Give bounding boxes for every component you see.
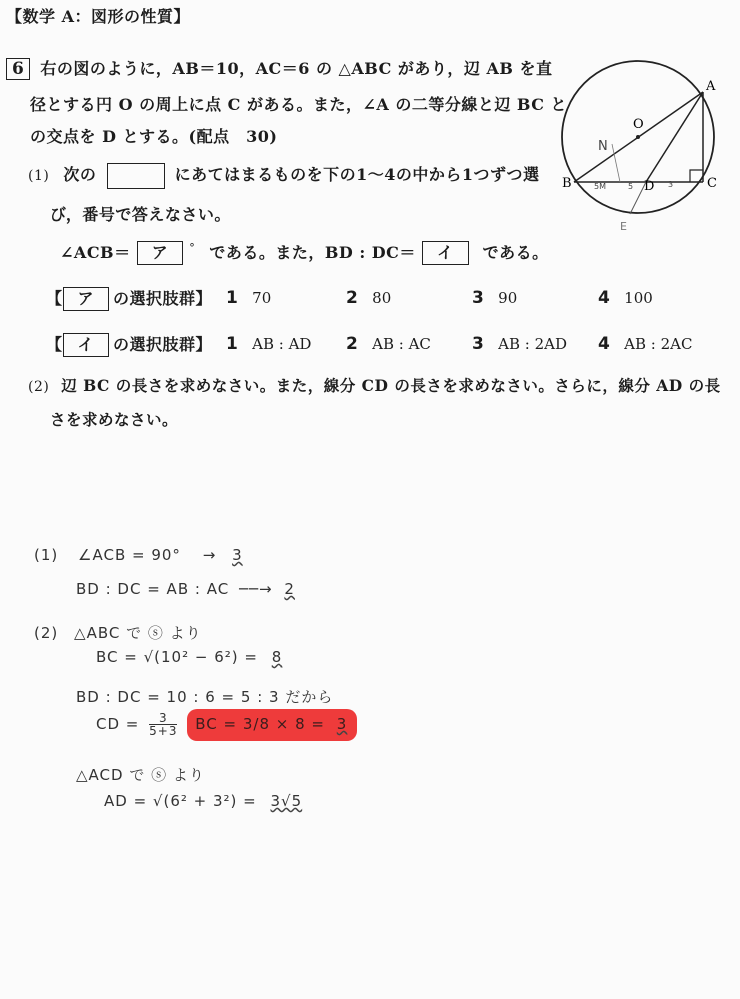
label-o: O (633, 117, 644, 132)
hw-l2: BD : DC = AB : AC (76, 580, 230, 598)
q1-statement (60, 240, 549, 265)
choices-a-label: の選択肢群】 (113, 289, 213, 308)
hw-l1: ∠ACB = 90° (78, 546, 181, 564)
center-dot (636, 135, 640, 139)
degree-mark: ° (189, 241, 196, 255)
mark-3: 3 (668, 180, 674, 189)
hw-l2-answer: 2 (284, 580, 295, 598)
red-highlight (187, 709, 357, 741)
hw-l4: BC = √(10² − 6²) = (96, 648, 258, 666)
hw-line-3 (34, 622, 202, 643)
q1-label: (1) (28, 168, 50, 184)
hw-l3: △ABC で ⓢ より (74, 624, 202, 642)
statement-end: である。 (482, 243, 549, 262)
problem-number: 6 (6, 58, 30, 80)
label-e: E (620, 220, 627, 233)
choices-a-header: 【 ア の選択肢群】 (46, 286, 212, 311)
choice-a-1: 1 70 (226, 288, 272, 308)
q1-line-2: び，番号で答えなさい。 (50, 205, 231, 224)
blank-box (107, 163, 165, 189)
box-a: ア (137, 241, 184, 265)
choice-i-3: 3 AB : 2AD (472, 334, 568, 354)
hw-l6-frac-num: 3 (159, 711, 168, 725)
q2-label: (2) (28, 379, 50, 395)
q1-post: にあてはまるものを下の1～4の中から1つずつ選 (174, 165, 540, 184)
problem-line-1 (6, 56, 552, 80)
hw-line-4 (96, 648, 282, 666)
problem-line-2: 径とする円 O の周上に点 C がある。また，∠A の二等分線と辺 BC と (30, 95, 568, 114)
hw-line-7: △ACD で ⓢ より (76, 766, 205, 784)
acb-label: ∠ACB＝ (60, 243, 131, 262)
label-a: A (706, 79, 716, 94)
hw-line-1: (1) ∠ACB = 90° → 3 (34, 546, 243, 564)
circle-figure (560, 54, 740, 234)
label-b: B (562, 176, 572, 191)
choices-i-header: 【 イ の選択肢群】 (46, 332, 212, 357)
choice-a-3: 3 90 (472, 288, 518, 308)
hw-l6-frac-den: 5+3 (149, 724, 178, 738)
segment-ad (646, 92, 703, 182)
section-header: 【数学 A：図形の性質】 (6, 7, 190, 26)
choice-a-2: 2 80 (346, 288, 392, 308)
q1-pre: 次の (63, 165, 97, 184)
label-n: N (598, 139, 608, 154)
q2-line-2: さを求めなさい。 (50, 410, 179, 429)
box-i-small: イ (63, 333, 110, 357)
hw-l1-label: (1) (34, 546, 59, 564)
ratio-label: である。また，BD : DC＝ (209, 243, 416, 262)
hw-l6-fraction (149, 712, 177, 737)
hw-line-6 (96, 712, 357, 737)
hw-l1-answer: 3 (232, 546, 243, 564)
choices-i-label: の選択肢群】 (113, 335, 213, 354)
choice-i-4: 4 AB : 2AC (598, 334, 693, 354)
q1-line-1 (28, 162, 540, 189)
segment-n (612, 144, 620, 182)
hw-line-2: BD : DC = AB : AC ──→ 2 (76, 580, 295, 598)
problem-line-3: の交点を D とする。(配点 30) (30, 127, 278, 146)
hw-line-5: BD : DC = 10 : 6 = 5 : 3 だから (76, 688, 334, 706)
box-a-small: ア (63, 287, 110, 311)
mark-5m: 5M (594, 182, 606, 191)
label-c: C (707, 176, 717, 191)
label-d: D (644, 179, 655, 194)
hw-line-8 (104, 792, 302, 810)
hw-l4-answer: 8 (271, 648, 283, 666)
mark-5: 5 (628, 182, 634, 191)
choice-a-4: 4 100 (598, 288, 653, 308)
q2-line-1 (28, 374, 721, 396)
problem-text-1: 右の図のように，AB＝10，AC＝6 の △ABC があり，辺 AB を直 (40, 59, 553, 78)
hw-l8: AD = √(6² + 3²) = (104, 792, 257, 810)
hw-l6-pre: CD = (96, 715, 140, 733)
hw-l6-answer: 3 (336, 715, 348, 733)
hw-l3-label: (2) (34, 624, 59, 642)
hw-l6-red-text: BC = 3/8 × 8 = (195, 715, 325, 733)
q2-text-1: 辺 BC の長さを求めなさい。また，線分 CD の長さを求めなさい。さらに，線分 AD の長 (61, 376, 721, 395)
choice-i-1: 1 AB : AD (226, 334, 312, 354)
hw-l8-answer: 3√5 (270, 792, 303, 810)
choice-i-2: 2 AB : AC (346, 334, 431, 354)
box-i: イ (422, 241, 469, 265)
